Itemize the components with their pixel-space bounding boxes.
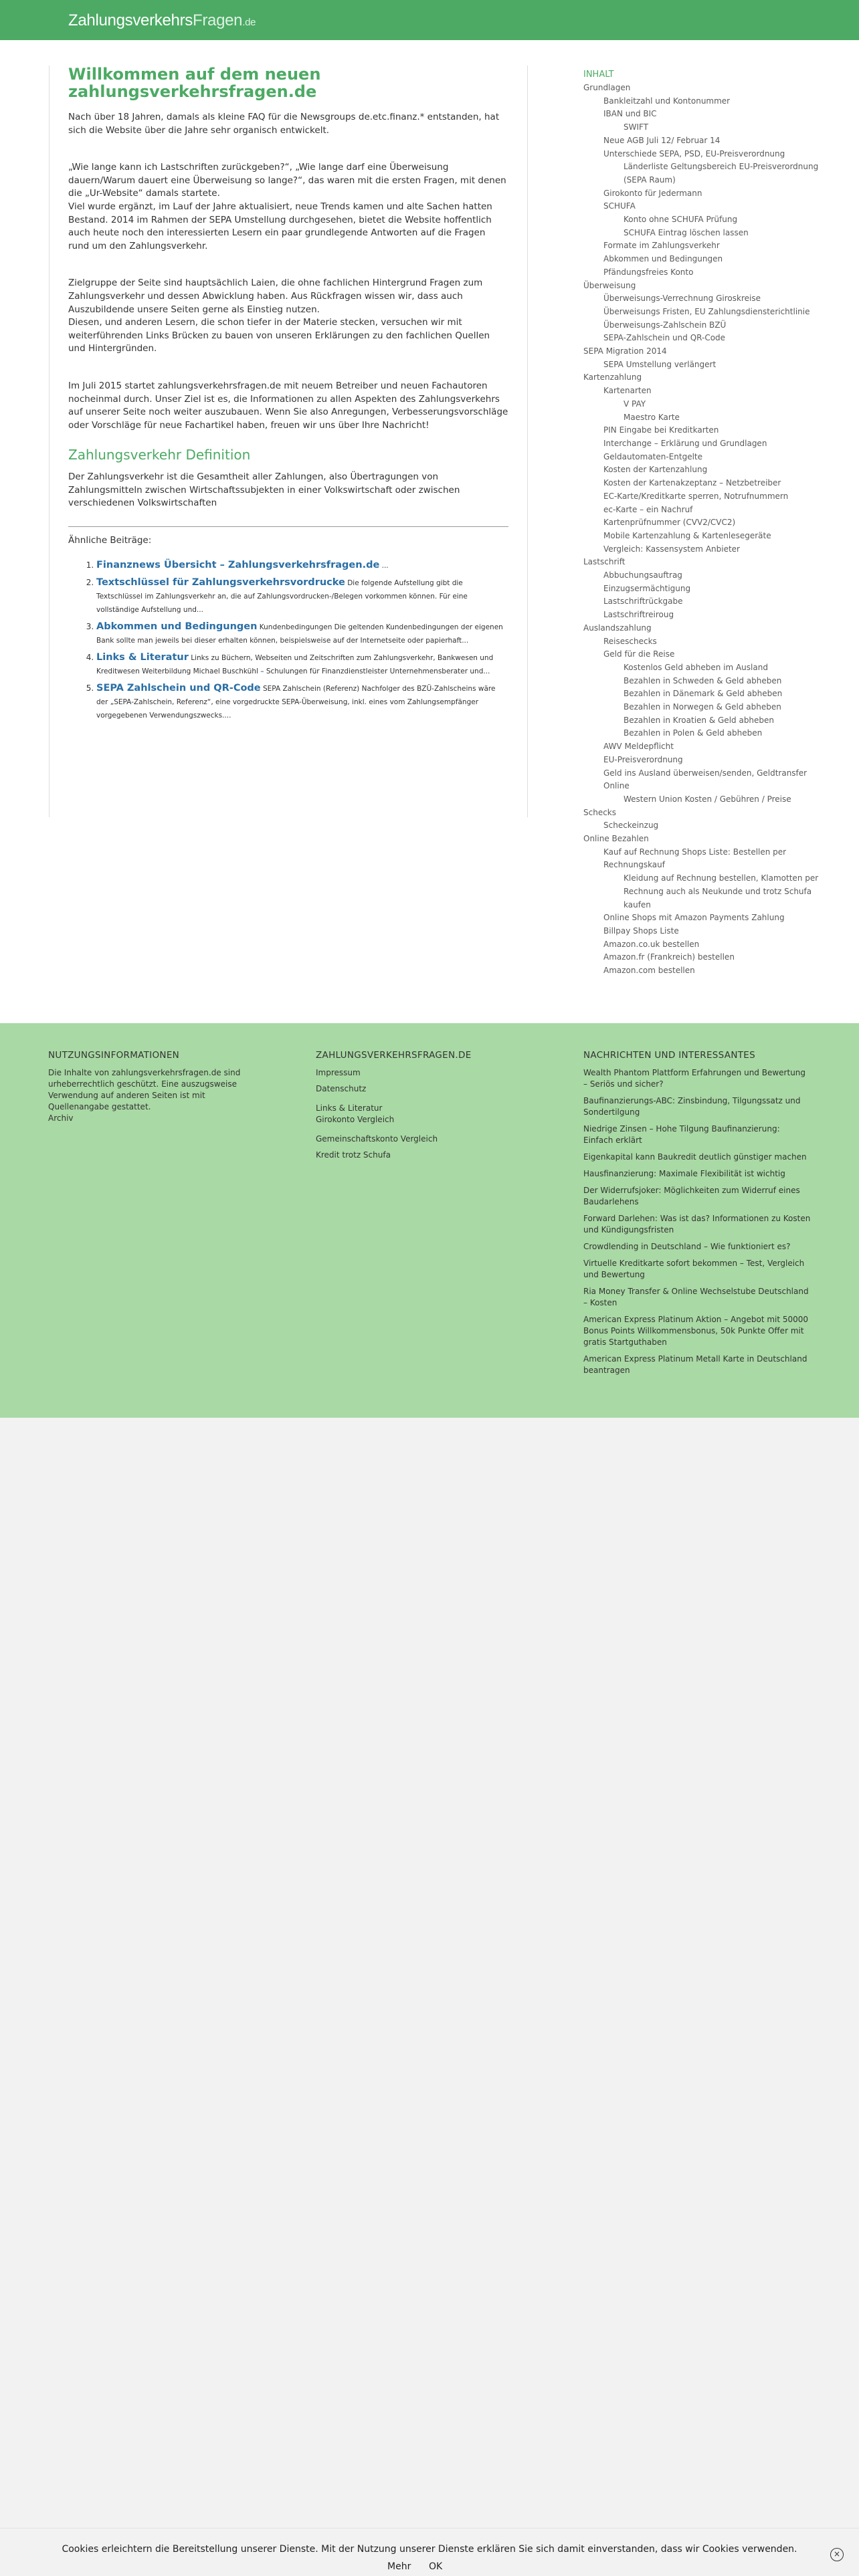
site-footer [0,1023,859,1418]
footer-news-link[interactable]: Hausfinanzierung: Maximale Flexibilität ist wichtig [583,1169,785,1178]
toc-item[interactable]: SCHUFA [603,201,636,211]
toc-item[interactable]: Lastschrift [583,557,626,567]
logo-part-3: .de [242,17,256,28]
toc-item[interactable]: Billpay Shops Liste [603,926,679,936]
toc-item[interactable]: SWIFT [624,122,649,132]
site-logo[interactable] [68,11,256,30]
toc-item[interactable]: PIN Eingabe bei Kreditkarten [603,425,719,435]
related-post-excerpt: Die folgende Aufstellung gibt die Textschlüssel im Zahlungsverkehr an, die auf Zahlungsvordrucken-/Belegen vorkommen können. Für eine vollständige Aufstellung und... [96,579,468,615]
related-post-link[interactable]: Abkommen und Bedingungen [96,621,258,633]
toc-item[interactable]: Geld ins Ausland überweisen/senden, Geldtransfer [603,768,807,778]
toc-item[interactable]: Kartenprüfnummer (CVV2/CVC2) [603,518,736,528]
toc-item[interactable]: SCHUFA Eintrag löschen lassen [624,227,749,237]
toc-item[interactable]: Girokonto für Jedermann [603,188,702,198]
toc-item[interactable]: Kleidung auf Rechnung bestellen, Klamotten per Rechnung auch als Neukunde und trotz Schufa kaufen [624,873,819,909]
toc-item[interactable]: Neue AGB Juli 12/ Februar 14 [603,135,721,145]
footer-column-site [316,1050,516,1166]
related-post-excerpt: SEPA Zahlschein (Referenz) Nachfolger des BZÜ-Zahlscheins wäre der „SEPA-Zahlschein, Referenz“, eine vorgedruckte SEPA-Überweisung, inkl. eines vom Zahlungsempfänger vorgegebenen Verwendungszwecks.... [96,685,496,720]
toc-item[interactable]: Online Bezahlen [583,834,649,844]
footer-heading: NACHRICHTEN UND INTERESSANTES [583,1050,755,1061]
toc-item[interactable]: Amazon.com bestellen [603,966,695,976]
footer-news-link[interactable]: Forward Darlehen: Was ist das? Informationen zu Kosten und Kündigungsfristen [583,1214,811,1235]
sidebar-toc [583,70,824,978]
footer-news-link[interactable]: American Express Platinum Metall Karte in Deutschland beantragen [583,1354,807,1375]
toc-item[interactable]: Überweisungs-Verrechnung Giroskreise [603,294,761,304]
toc-item[interactable]: Abbuchungsauftrag [603,570,682,580]
toc-item[interactable]: Unterschiede SEPA, PSD, EU-Preisverordnung [603,148,785,158]
toc-item[interactable]: AWV Meldepflicht [603,742,674,752]
toc-item[interactable]: EC-Karte/Kreditkarte sperren, Notrufnummern [603,491,789,501]
related-post-excerpt: ... [379,562,389,570]
toc-item[interactable]: Interchange – Erklärung und Grundlagen [603,438,767,448]
footer-heading: ZAHLUNGSVERKEHRSFRAGEN.DE [316,1050,472,1061]
toc-item[interactable]: Western Union Kosten / Gebühren / Preise [624,794,791,804]
toc-item[interactable]: SEPA Umstellung verlängert [603,359,717,369]
related-post-link[interactable]: Finanznews Übersicht – Zahlungsverkehrsfragen.de [96,560,380,571]
toc-item[interactable]: Überweisungs Fristen, EU Zahlungsdiensterichtlinie [603,306,810,316]
logo-part-2: Fragen [192,11,243,29]
toc-item[interactable]: Lastschriftrückgabe [603,597,683,607]
related-post-excerpt: Links zu Büchern, Webseiten und Zeitschriften zum Zahlungsverkehr, Bankwesen und Kreditwesen Weiterbildung Michael Buschkühl – Schulungen für Finanzdienstleister Unternehmensberater und... [96,654,494,676]
cookie-banner [0,2528,859,2576]
intro-paragraph: Nach über 18 Jahren, damals als kleine FAQ für die Newsgroups de.etc.finanz.* entstanden, hat sich die Website über die Jahre sehr organisch entwickelt. [68,112,500,136]
toc-item[interactable]: Kosten der Kartenakzeptanz – Netzbetreiber [603,478,781,488]
toc-item[interactable]: SEPA Migration 2014 [583,346,667,356]
section-heading-definition: Zahlungsverkehr Definition [68,447,251,463]
toc-item[interactable]: Reiseschecks [603,636,657,646]
related-posts-label: Ähnliche Beiträge: [68,535,152,546]
toc-item[interactable]: Geld für die Reise [603,649,675,659]
paragraph-first-questions: „Wie lange kann ich Lastschriften zurückgeben?“, „Wie lange darf eine Überweisung dauern/Warum dauert eine Überweisung so lange?“, das waren mit die ersten Fragen, mit denen die „Ur-Website“ damals startete. [68,162,506,199]
footer-news-link[interactable]: Baufinanzierungs-ABC: Zinsbindung, Tilgungssatz und Sondertilgung [583,1096,801,1117]
toc-item[interactable]: V PAY [624,399,646,409]
footer-column-usage [48,1050,249,1130]
toc-item[interactable]: Bezahlen in Dänemark & Geld abheben [624,689,783,699]
toc-item[interactable]: Grundlagen [583,83,631,92]
list-item [96,576,508,617]
footer-news-link[interactable]: Crowdlending in Deutschland – Wie funktioniert es? [583,1242,791,1251]
toc-item[interactable]: Vergleich: Kassensystem Anbieter [603,544,740,554]
cookie-ok-button[interactable]: OK [429,2561,443,2572]
site-header [0,0,859,40]
toc-item[interactable]: IBAN und BIC [603,109,657,119]
paragraph-relaunch: Im Juli 2015 startet zahlungsverkehrsfragen.de mit neuem Betreiber und neuen Fachautoren nocheinmal durch. Unser Ziel ist es, die Informationen zu allen Aspekten des Zahlungsverkehrs auf unserer Seite noch weiter auszubauen. Wenn Sie also Anregungen, Verbesserungsvorschläge oder Vorschläge für neue Fachartikel haben, freuen wir uns über Ihre Nachricht! [68,380,508,431]
list-item [96,559,508,572]
list-item [96,621,508,647]
toc-heading: INHALT [583,70,614,80]
toc-item[interactable]: Formate im Zahlungsverkehr [603,241,720,251]
cookie-text: Cookies erleichtern die Bereitstellung unserer Dienste. Mit der Nutzung unserer Dienste erklären Sie sich damit einverstanden, dass wir Cookies verwenden. [62,2544,797,2555]
toc-item[interactable]: Pfändungsfreies Konto [603,267,694,277]
toc-item[interactable]: Länderliste Geltungsbereich EU-Preisverordnung (SEPA Raum) [624,162,819,185]
list-item [96,651,508,678]
footer-link-kredit[interactable]: Kredit trotz Schufa [316,1150,391,1160]
toc-item[interactable]: EU-Preisverordnung [603,754,683,764]
paragraph-target-group: Zielgruppe der Seite sind hauptsächlich Laien, die ohne fachlichen Hintergrund Fragen zum Zahlungsverkehr und dessen Abwicklung haben. Aus Rückfragen wissen wir, dass auch Auszubildende unsere Seiten gerne als Einstieg nutzen. [68,278,483,315]
related-post-link[interactable]: SEPA Zahlschein und QR-Code [96,683,261,694]
logo-part-1: Zahlungsverkehrs [68,11,193,29]
toc-item[interactable]: Kartenzahlung [583,372,642,383]
related-post-excerpt: Kundenbedingungen Die geltenden Kundenbedingungen der eigenen Bank sollte man jeweils bei dieser erhalten können, beispielsweise auf der Internetseite oder papierhaft... [96,623,503,645]
footer-column-news [583,1050,811,1382]
toc-item[interactable]: ec-Karte – ein Nachruf [603,504,693,514]
page-title: Willkommen auf dem neuen zahlungsverkehrsfragen.de [68,65,321,101]
toc-item[interactable]: Amazon.fr (Frankreich) bestellen [603,952,735,962]
toc-item[interactable]: Bezahlen in Norwegen & Geld abheben [624,702,781,712]
main-article [49,66,528,817]
toc-item[interactable]: Bezahlen in Kroatien & Geld abheben [624,715,775,725]
toc-item[interactable]: Überweisung [583,280,636,290]
toc-item[interactable]: Mobile Kartenzahlung & Kartenlesegeräte [603,530,771,540]
footer-news-link[interactable]: Eigenkapital kann Baukredit deutlich günstiger machen [583,1152,807,1162]
footer-link-links-literatur[interactable]: Links & Literatur Girokonto Vergleich [316,1103,395,1124]
footer-news-link[interactable]: American Express Platinum Aktion – Angebot mit 50000 Bonus Points Willkommensbonus, 50k Punkte Offer mit gratis Startguthaben [583,1315,809,1347]
toc-item[interactable]: SEPA-Zahlschein und QR-Code [603,333,726,343]
footer-news-link[interactable]: Ria Money Transfer & Online Wechselstube Deutschland – Kosten [583,1287,809,1307]
toc-item[interactable]: Kostenlos Geld abheben im Ausland [624,662,768,672]
toc-item[interactable]: Auslandszahlung [583,623,652,633]
footer-news-link[interactable]: Virtuelle Kreditkarte sofort bekommen – Test, Vergleich und Bewertung [583,1259,805,1279]
toc-item[interactable]: Bezahlen in Schweden & Geld abheben [624,675,782,685]
related-posts-list [68,559,508,722]
toc-item[interactable]: Online [603,781,630,791]
toc-item[interactable]: Konto ohne SCHUFA Prüfung [624,215,738,225]
close-icon[interactable]: × [830,2548,844,2561]
footer-news-link[interactable]: Der Widerrufsjoker: Möglichkeiten zum Widerruf eines Baudarlehens [583,1186,800,1206]
toc-item[interactable]: Maestro Karte [624,412,680,422]
page-content [0,40,859,1023]
toc-item[interactable]: Bankleitzahl und Kontonummer [603,96,731,106]
toc-item[interactable]: Überweisungs-Zahlschein BZÜ [603,320,727,330]
footer-link-archiv[interactable]: Archiv [48,1113,74,1123]
footer-heading: NUTZUNGSINFORMATIONEN [48,1050,180,1061]
list-item [96,682,508,722]
footer-link-datenschutz[interactable]: Datenschutz [316,1084,367,1093]
toc-item[interactable]: Kauf auf Rechnung Shops Liste: Bestellen per Rechnungskauf [603,847,787,870]
related-post-link[interactable]: Textschlüssel für Zahlungsverkehrsvordrucke [96,577,345,588]
toc-item[interactable]: Abkommen und Bedingungen [603,254,723,264]
paragraph-definition: Der Zahlungsverkehr ist die Gesamtheit aller Zahlungen, also Übertragungen von Zahlungsmitteln zwischen Wirtschaftssubjekten in einer Volkswirtschaft oder zwischen verschiedenen Volkswirtschaften [68,471,460,509]
footer-link-gemeinschaftskonto[interactable]: Gemeinschaftskonto Vergleich [316,1134,438,1144]
paragraph-history: Viel wurde ergänzt, im Lauf der Jahre aktualisiert, neue Trends kamen und alte Sachen hatten Bestand. 2014 im Rahmen der SEPA Umstellung durchgesehen, bietet die Website hoffentlich auch heute noch den interessierten Lesern ein paar grundlegende Antworten auf die Fragen rund um den Zahlungsverkehr. [68,201,492,251]
toc-item[interactable]: Einzugsermächtigung [603,583,691,593]
toc-item[interactable]: Schecks [583,807,617,817]
cookie-more-link[interactable]: Mehr [387,2561,411,2572]
toc-item[interactable]: Geldautomaten-Entgelte [603,451,703,461]
paragraph-links-bridge: Diesen, und anderen Lesern, die schon tiefer in der Materie stecken, versuchen wir mit weiterführenden Links Brücken zu bauen von unseren Erklärungen zu den fachlichen Quellen und Hintergründen. [68,317,490,354]
footer-link-impressum[interactable]: Impressum [316,1068,361,1077]
toc-list [583,82,824,978]
toc-item[interactable]: Bezahlen in Polen & Geld abheben [624,728,763,738]
toc-item[interactable]: Kosten der Kartenzahlung [603,465,708,475]
related-post-link[interactable]: Links & Literatur [96,652,189,663]
toc-item[interactable]: Scheckeinzug [603,821,659,831]
toc-item[interactable]: Online Shops mit Amazon Payments Zahlung [603,913,785,923]
toc-item[interactable]: Lastschriftreiroug [603,610,674,620]
divider [68,526,508,527]
footer-news-link[interactable]: Wealth Phantom Plattform Erfahrungen und Bewertung – Seriös und sicher? [583,1068,806,1089]
footer-usage-text: Die Inhalte von zahlungsverkehrsfragen.de sind urheberrechtlich geschützt. Eine auszugsweise Verwendung auf anderen Seiten ist mit Quellenangabe gestattet. [48,1068,241,1111]
footer-news-link[interactable]: Niedrige Zinsen – Hohe Tilgung Baufinanzierung: Einfach erklärt [583,1124,780,1145]
toc-item[interactable]: Amazon.co.uk bestellen [603,939,700,949]
toc-item[interactable]: Kartenarten [603,386,652,396]
